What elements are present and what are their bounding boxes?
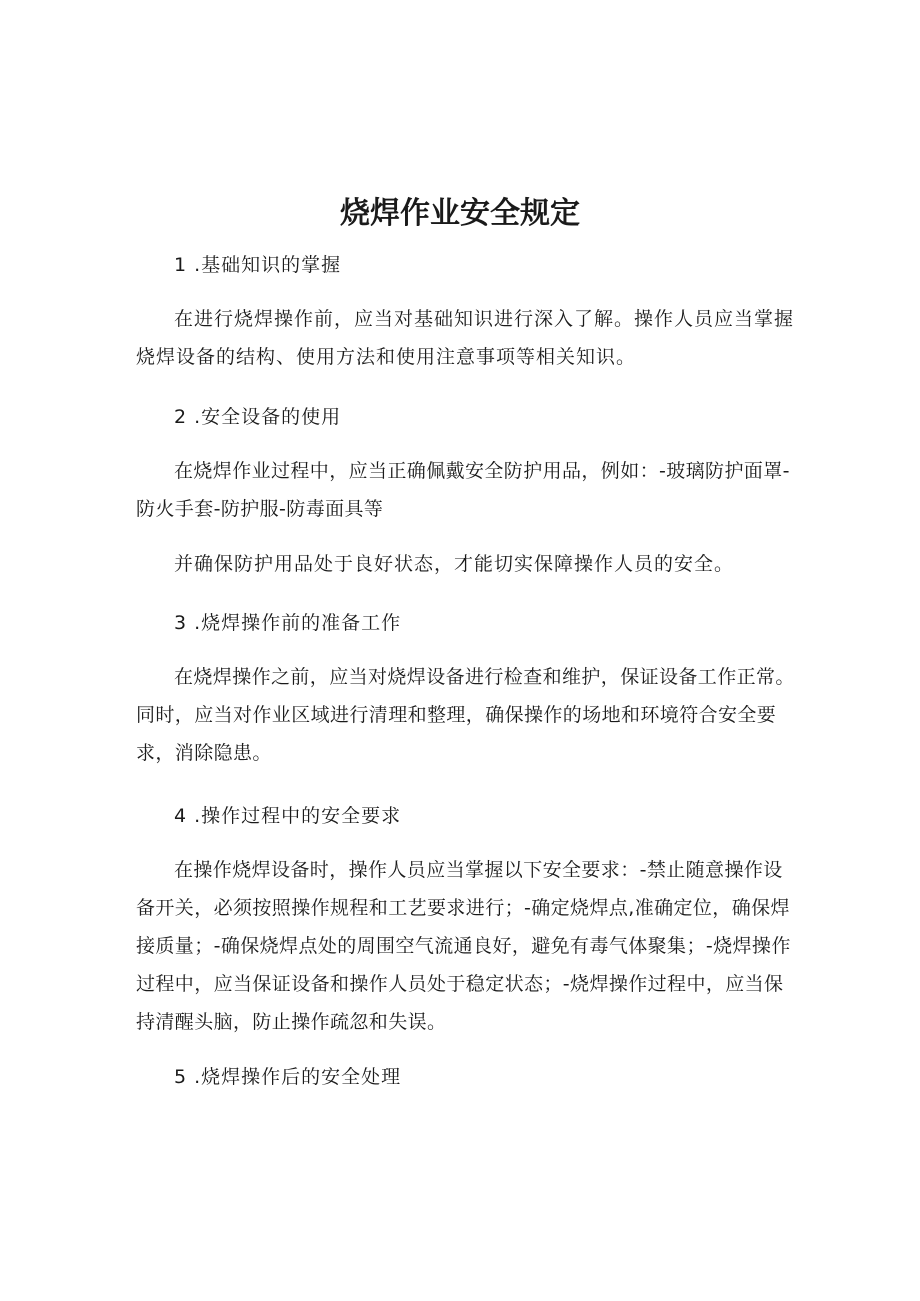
section-2-paragraph-1: 在烧焊作业过程中，应当正确佩戴安全防护用品，例如：-玻璃防护面罩-防火手套-防护服-防毒面具等 xyxy=(136,460,790,520)
section-4-paragraph-1: 在操作烧焊设备时，操作人员应当掌握以下安全要求：-禁止随意操作设备开关，必须按照操作规程和工艺要求进行；-确定烧焊点,准确定位，确保焊接质量；-确保烧焊点处的周围空气流通良好，避免有毒气体聚集；-烧焊操作过程中，应当保证设备和操作人员处于稳定状态；-烧焊操作过程中，应当保持清醒头脑，防止操作疏忽和失误。 xyxy=(136,859,791,1033)
section-heading-5: 5 .烧焊操作后的安全处理 xyxy=(174,1066,402,1088)
section-heading-3: 3 .烧焊操作前的准备工作 xyxy=(174,612,402,634)
section-heading-4: 4 .操作过程中的安全要求 xyxy=(174,805,402,827)
section-heading-2: 2 .安全设备的使用 xyxy=(174,406,342,428)
section-heading-1: 1 .基础知识的掌握 xyxy=(174,254,342,276)
section-3-paragraph-1: 在烧焊操作之前，应当对烧焊设备进行检查和维护，保证设备工作正常。同时，应当对作业区域进行清理和整理，确保操作的场地和环境符合安全要求，消除隐患。 xyxy=(136,666,795,764)
document-title: 烧焊作业安全规定 xyxy=(340,196,580,231)
section-2-paragraph-2: 并确保防护用品处于良好状态，才能切实保障操作人员的安全。 xyxy=(174,553,735,575)
section-1-paragraph-1: 在进行烧焊操作前，应当对基础知识进行深入了解。操作人员应当掌握烧焊设备的结构、使用方法和使用注意事项等相关知识。 xyxy=(136,308,795,368)
